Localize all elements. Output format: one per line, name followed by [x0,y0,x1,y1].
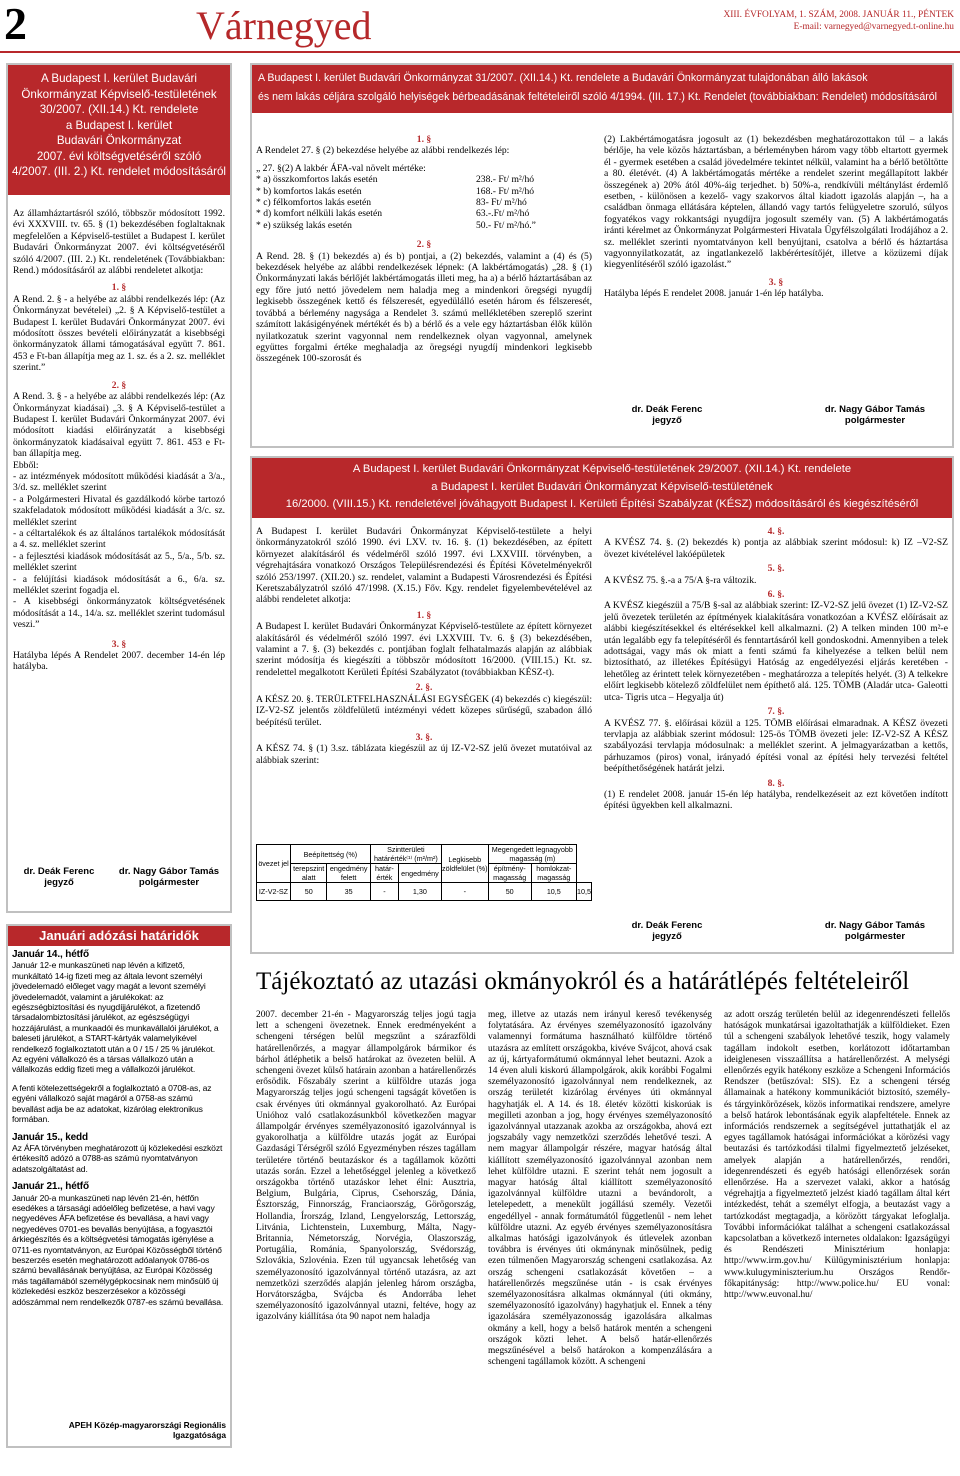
list-item: - a Polgármesteri Hivatal és gazdálkodó körbe tartozó szakfeladatok módosított működési kiadását a 3/c. sz. melléklet szerint [13,493,225,528]
section-1-heading: 1. § [111,282,127,294]
section-1-body: A Budapest I. kerület Budavári Önkormányzat Képviselő-testülete az épített környezet alakításáról és védelméről szóló 1997. évi LXXVIII. Tv. 6. § (3) bekezdésében, valamint a 7. §. (3) bekezdés c. pontjában foglalt felhatalmazás alapján az alábbiak szerint módosítja és kiegészíti a többször módosított 16/2000. (VIII.15.) Kt. sz. rendelettel megalkotott Kerületi Építési Szabályzatot (továbbiakban KÉSZ-t). [256,621,592,678]
jan21-body: Január 20-a munkaszüneti nap lévén 21-én, hétfőn esedékes a társasági adóelőleg befizetése, a havi vagy negyedéves ÁFA befizetése és bevallása, a havi vagy negyedéves 0701-es bevallás benyújtása, a fogyasztói árkiegészítés és a költségvetési támogatás igénylése a 0711-es nyomtatványon, az Európai Közösségből történő beszerzés esetén meghatározott adóalanyok 0786-os számú bevallásának benyújtása, az Európai Közösség más tagállamából személygépkocsinak nem minősülő új közlekedési eszköz beszerzésekor a közösségi adószámmal nem rendelkezők 0787-es számú bevallása. [12,1192,224,1307]
section-2-heading: 2. §. [415,682,433,694]
jan15-body: Az ÁFA törvényben meghatározott új közlekedési eszközt értékesítő adózó a 0788-as számú nyomtatványon adatszolgáltatást ad. [12,1142,223,1174]
table-subheader: engedmény [399,864,442,883]
rate-row: * e) szükség lakás esetén 50.- Ft/ m²/hó.” [256,219,536,231]
section-1-body: A Rendelet 27. § (2) bekezdése helyébe az alábbi rendelkezés lép: [256,145,510,157]
issue-line: XIII. ÉVFOLYAM, 1. SZÁM, 2008. JANUÁR 11., PÉNTEK [723,10,954,20]
table-header: Megengedett legnagyobb magasság (m) [488,845,576,864]
bottom-col-2: meg, illetve az utazás nem irányul kereső tevékenység folytatására. Az érvényes személyazonosító igazolvány valamennyi formátuma használható külföldre történő utazásra az említett országokba, kivéve Svájcot, ahová csak az új, kártyaformátumú okmánnyal lehet beutazni. Azok a 14 éven aluli kiskorú állampolgárok, akik korábbi Fogalmi személyazonosító igazolvánnyal nem rendelkeznek, az ország területét kizárólag érvényes úti okmánnyal hagyhatják el. A 14. és 18. életév közötti kiskorúak is megilleti azonban a jog, hogy érvényes személyazonosító igazolvánnyal utazzanak azokba az országokba, ahová ezt jogszabály vagy nemzetközi szerződés lehetővé teszi. A nem magyar állampolgár részére, magyar hatóság által kiállított személyazonosító igazolvánnyal azonban nem lehet külföldre utazni. E szerint tehát nem jogosult a magyar hatóság által kiállított személyazonosító igazolvánnyal külföldre utazni a bevándorolt, a letelepedett, a menekült jogállású személy. Vezetői engedéllyel - annak formátumától függetlenül - nem lehet külföldre utazni. Az egyéb érvényes személyazonosításra alkalmas hatósági igazolványok és útlevelek azonban továbbra is érvényes úti okmánynak minősülnek, pedig ezen túlmenően Magyarország schengeni csatlakozása. Az ország schengeni csatlakozását követően – a határellenőrzés megszűnése után - is csak érvényes személyazonosításra alkalmas okmánnyal (úti okmány, személyazonosító igazolvány) hagyhatjuk el. Ennek a tény igazolására személyazonosság igazolására alkalmas okmány a kell, hogy a belső határok mentén a schengeni országok közti lehet. A belső határ-ellenőrzés megszűnésével a belső határokon a kompenzálására a schengeni tagállamok között. A schengeni [488,1010,712,1368]
ebbol-label: Ebből: [13,459,39,471]
mid-article-col1 [256,526,592,766]
section-7-body: A KVÉSZ 77. §. előírásai közül a 125. TÖMB előírásai elmaradnak. A KÉSZ övezeti tervlapja az alábbiak szerint módosul: 125-ös TÖMB övezeti jele: IZ-V2-SZ A KÉSZ szabályozási tervlapja módosulnak: a melléklet szerint. A jelmagyarázatban a kettős, párhuzamos (piros) vonal, irányadó építési vonal az építési hely tervezési feltétel beépíthetőségének határát jelzi. [604,717,948,775]
tax-box-title: Januári adózási határidők [8,926,230,946]
top-article-col1 [256,134,592,365]
section-1-heading: 1. § [416,609,432,621]
zoning-table [256,844,592,901]
top-article-header: A Budapest I. kerület Budavári Önkormányzat 31/2007. (XII.14.) Kt. rendelete a Budavári Önkormányzat tulajdonában álló lakások és nem lakás céljára szolgáló helyiségek bérbeadásának feltételeiről szóló 4/1994. (III. 17.) Kt. Rendelet (továbbiakban: Rendelet) módosításáról [252,65,952,113]
jan14-body-2: A fenti kötelezettségekről a foglalkoztató a 0708-as, az egyéni vállalkozó saját magáról a 0758-as számú bevallást adja be az adatokat, kizárólag elektronikus formában. [12,1082,212,1125]
mid-article-col2 [604,526,948,812]
tax-box-signature: APEH Közép-magyarországi Regionális Igazgatósága [68,1420,226,1440]
left-article-body [13,208,225,673]
table-subheader: homlokzat-magasság [531,864,576,883]
table-subheader: építmény-magasság [488,864,531,883]
table-header: övezet jel [257,845,291,883]
table-subheader: terepszint alatt [291,864,327,883]
section-8-heading: 8. §. [767,777,785,789]
section-1-heading: 1. § [416,134,432,145]
section-6-heading: 6. §. [767,589,785,601]
page-number: 2 [4,0,27,49]
list-item: - a céltartalékok és az általános tartalékok módosítását a 4. sz. melléklet szerint [13,527,225,551]
jan21-heading: Január 21., hétfő [12,1181,89,1193]
section-3-heading: 3. § [111,638,127,650]
mid-article-header: A Budapest I. kerület Budavári Önkormányzat Képviselő-testületének 29/2007. (XII.14.) Kt. rendelete a Budapest I. kerület Budavári Önkormányzat Képviselő-testületének 16/2000. (VIII.15.) Kt. rendeletével jóváhagyott Budapest I. Kerületi Építési Szabályzat (KÉSZ) módosításáról és kiegészítéséről [252,458,952,518]
section-3-heading: 3. § [768,276,784,288]
tax-box-body [12,950,226,1307]
table-header: Szintterületi határérték⁽¹⁾ (m²/m²) [370,845,441,864]
section-2-body: A Rend. 28. § (1) bekezdés a) és b) pontjai, a (2) bekezdés, valamint a (4) és (5) bekezdések helyébe az alábbi rendelkezések lépnek: (A lakbértámogatás) „28. § (1) Önkormányzati lakás bérlőjét lakbértámogatás illeti meg, ha a) a bérlő háztartásában az egy főre jutó nettó jövedelem nem haladja meg a mindenkori öregségi nyugdíj legkisebb összegének kettő és félszeresét, egyedülálló esetén három és félszeresét, továbbá a bérlemény nagysága a Rendelet 3. számú mellékletében szereplő szerint számított lakásigényének mértékét és b) a bérlő és a vele egy háztartásban élők külön nyilatkozatuk szerint vagyonnal nem rendelkeznek olyan vagyonnal, amelynek együttes forgalmi értéke meghaladja az öregségi nyugdíj mindenkori legkisebb összegének 100-szorosát és [256,250,592,365]
section-8-body: (1) E rendelet 2008. január 15-én lép hatályba, rendelkezéseit az ezt követően indított építési ügyekben kell alkalmazni. [604,788,948,812]
masthead-title: Várnegyed [196,3,372,48]
top-signature-polgarmester: dr. Nagy Gábor Tamás polgármester [824,404,926,426]
list-item: - A kisebbségi önkormányzatok költségvetésének módosítását a 14., 14/a. sz. melléklet szerint tudomásul veszi.” [13,596,225,631]
list-item: - az intézmények módosított működési kiadását a 3/a., 3/d. sz. melléklet szerint [13,470,225,494]
rate-row: * d) komfort nélküli lakás esetén 63.-.Ft/ m²/hó [256,208,530,220]
section-3-body: A KÉSZ 74. § (1) 3.sz. táblázata kiegészül az új IZ-V2-SZ jelű övezet mutatóival az alábbiak szerint: [256,743,592,766]
left-signature-jegyzo: dr. Deák Ferenc jegyző [23,866,95,888]
list-item: - a felújítási kiadások módosítását a 6., 6/a. sz. melléklet szerint fogadja el. [13,573,225,596]
section-3-body: Hatályba lépés E rendelet 2008. január 1-én lép hatályba. [604,288,824,300]
section-2-heading: 2. § [111,379,127,391]
list-item: - a fejlesztési kiadások módosítását az 5., 5/a., 5/b. sz. melléklet szerint [13,550,225,574]
bottom-article-title: Tájékoztató az utazási okmányokról és a határátlépés feltételeiről [256,968,910,995]
section-5-body: A KVÉSZ 75. §.-a a 75/A §-ra változik. [604,574,757,586]
table-subheader: engedmény felett [327,864,370,883]
bottom-col-1: 2007. december 21-én - Magyarország teljes jogú tagja lett a schengeni övezetnek. Ennek eredményeként a schengeni térségen belül megszűnt a szárazföldi határellenőrzés, a magyar állampolgárok bármikor és bárhol átléphetik a belső határokat az övezeten belül. A schengeni övezet külső határain azonban a határellenőrzés erősödik. Főszabály szerint a külföldre utazás joga Magyarország teljes jogú schengeni tagságát követően is csak érvényes úti okmánnyal gyakorolható. Az Európai Unióhoz való csatlakozásunkból következően magyar állampolgár érvényes személyazonosító igazolvánnyal is gyakorolhatja a külföldre utazás jogát az Európai Gazdasági Térségről szóló Egyezményben részes tagállam területére történő beutazáskor és a tagállamok közötti utazás során. Ezzel a lehetőséggel jelenleg a következő országokba történő utazáskor lehet élni: Ausztria, Belgium, Bulgária, Ciprus, Csehország, Dánia, Észtország, Finnország, Franciaország, Görögország, Hollandia, Írország, Izland, Lengyelország, Lettország, Litvánia, Lichtenstein, Luxemburg, Málta, Nagy-Britannia, Németország, Norvégia, Olaszország, Portugália, Románia, Spanyolország, Svédország, Szlovákia, Szlovénia. Ezen túl ugyancsak lehetőség van személyazonosító igazolvánnyal történő utazásra, az azt nemzetközi szerződés alapján jelenleg három országba, Horvátországba, Svájcba és Andorrába lehet személyazonosító igazolvánnyal utazni, feltéve, hogy az igazolvány kiállítása óta 90 napot nem haladja [256,1010,476,1323]
top-article-col2 [604,134,948,300]
table-header: Legkisebb zöldfelület (%) [441,845,488,883]
jan14-heading: Január 14., hétfő [12,949,89,960]
intro: Az államháztartásról szóló, többször módosított 1992. évi XXXVIII. tv. 65. § (1) bekezdésében foglaltaknak megfelelően a Képviselő-testület a Budapest I. kerület Budavári Önkormányzat 2007. évi költségvetéséről szóló 4/2007. (III. 2.) Kt. rendeletének (Továbbiakban: Rend.) módosításáról az alábbi rendeletet alkotja: [13,208,225,277]
section-2-heading: 2. § [416,239,432,251]
section-1-body: A Rend. 2. § - a helyébe az alábbi rendelkezés lép: (Az Önkormányzat bevételei) „2. § A Képviselő-testület a Budapest I. kerület Budavári Önkormányzat 2007. évi módosított összes bevételi előirányzatát a kisebbségi önkormányzatok állami támogatásával együtt 7. 861. 453 e Ft-ban állapítja meg az 1. sz. és a 2. sz. melléklet szerint.” [13,293,225,374]
top-signature-jegyzo: dr. Deák Ferenc jegyző [631,404,703,426]
jan14-body: Január 12-e munkaszüneti nap lévén a kifizető, munkáltató 14-ig fizeti meg az általa levont személyi jövedelemadó előleget vagy magát a levont személyi jövedelemadót, valamint a járulékokat: az egészségbiztosítási és nyugdíjjárulékot, a fizetendő társadalombiztosítási járulékot, az egészségügyi hozzájárulást, a munkaadói és munkavállalói járulékot, a baleseti járulékot, a START-kártyák valamelyikével rendelkező foglalkoztatott után a 0 / 15 / 25 % járulékot. Az egyéni vállalkozó és a társas vállalkozó után a vállalkozás eddig fizeti meg a vállalkozói járulékot. [12,960,219,1075]
rate-row: * a) összkomfortos lakás esetén 238.- Ft/ m²/hó [256,174,535,186]
left-article-header: A Budapest I. kerület Budavári Önkormányzat Képviselő-testületének 30/2007. (XII.14.) Kt. rendelete a Budapest I. kerület Budavári Önkormányzat 2007. évi költségvetéséről szóló 4/2007. (III. 2.) Kt. rendelet módosításáról [8,65,230,195]
mid-signature-jegyzo: dr. Deák Ferenc jegyző [631,920,703,942]
rate-row: * c) félkomfortos lakás esetén 83- Ft/ m²/hó [256,197,527,209]
bottom-article [256,1010,954,1470]
masthead-rule [0,51,960,53]
section-5-heading: 5. §. [767,563,785,575]
table-header: Beépítettség (%) [291,845,371,864]
bottom-col-3: az adott ország területén belül az idegenrendészeti fellelős hatóságok munkatársai igazoltathatják a külföldieket. Ezen túl a schengeni szabályok lehetővé teszik, hogy valamely tagállam indokolt esetben, korlátozott időtartamban ideiglenesen visszaállítsa a határellenőrzést. A melységi ellenőrzés egyik hatékony eszköze a Schengeni Információs Rendszer (betűszóval: SIS). Ez a schengeni térség államainak a hatékony kommunikációt biztosító, személy- és tárgyinkörözések, közös informatikai rendszere, amelyre a belső határok lebontásának egyik alapfeltétele. Ennek az információs rendszernek a segítségével juttathatják el az egyes tagállamok hatóságai információkat a körözési vagy beutazási és tartózkodási tilalmi figyelmeztető jelzéseket, amelyek alapján a határellenőrzés, rendőri, idegenrendészeti és egyéb hatósági ellenőrzések során ellenőrzése. Ha a szervezet valaki, akkor a hatóság végrehajtja a figyelmeztető jelzést kiadó tagállam által kért intézkedést, tehát a személyt elfogja, a beutazást vagy a tartózkodást megtagadja, a körözött tárgyakat lefoglalja. További információkat találhat a schengeni csatlakozással kapcsolatban a következő internetes oldalakon: Igazságügyi és Rendészeti Minisztérium honlapja: http://www.irm.gov.hu/ Külügyminisztérium honlapja: www.kulugyminiszterium.hu Országos Rendőr-főkapitányság: http://www.police.hu/ EU vonal: http://www.euvonal.hu/ [724,1010,950,1301]
section-4-heading: 4. §. [767,526,785,537]
section-3-heading: 3. §. [415,731,433,743]
mid-signature-polgarmester: dr. Nagy Gábor Tamás polgármester [824,920,926,942]
section-2-body: A Rend. 3. § - a helyébe az alábbi rendelkezés lép: (Az Önkormányzat kiadásai) „3. § A Képviselő-testület a Budapest I. kerület Budavári Önkormányzat 2007. évi módosított kiadási előirányzatát a kisebbségi önkormányzatok kiadásaival együtt 7. 861. 453 e Ft-ban állapítja meg. [13,391,225,460]
section-6-body: A KVÉSZ kiegészül a 75/B §-sal az alábbiak szerint: IZ-V2-SZ jelű övezet (1) IZ-V2-SZ jelű övezetek területén az építmények kialakítására vonatkozóan a KVÉSZ előírásait az alábbi kiegészítésekkel és eltérésekkel kell alkalmazni. (2) A telken minden 100 m²-e után legalább egy fa telepítéséről és fenntartásáról kell gondoskodni. Amennyiben a telek adottságai, vagy más ok miatt a fenti számú fa kihelyezése a telken belül nem biztosítható, az illetékes Építésügyi Hatóság az engedélyezési eljárás keretében - lehetőleg az érintett telek környezetében - meghatározza a telepítés helyét. (3) A telkekre előírt legkisebb kötelező zöldfelület nem építhető alá. 125. TÖMB (Aladár utca- Galeotti utca- Tigris utca – Hegyalja út) [604,600,948,703]
section-7-heading: 7. §. [767,706,785,718]
section-3-body: Hatályba lépés A Rendelet 2007. december 14-én lép hatályba. [13,650,225,673]
rates-intro: „ 27. §(2) A lakbér ÁFA-val növelt mértéke: [256,162,426,174]
section-4-body: A KVÉSZ 74. §. (2) bekezdés k) pontja az alábbiak szerint módosul: k) IZ –V2-SZ övezet kivételével lakóépületek [604,537,948,560]
email-line: E-mail: varnegyed@varnegyed.t-online.hu [793,22,954,32]
section-2-body: A KÉSZ 20. §. TERÜLETFELHASZNÁLÁSI EGYSÉGEK (4) bekezdés c) kiegészül: IZ-V2-SZ jelentős zöldfelületű intézményi védett közepes sűrűségű, szabadon álló beépítésű terület. [256,693,592,728]
section-2-continued: (2) Lakbértámogatásra jogosult az (1) bekezdésben meghatározottakon túl – a lakás bérlője, ha vele közös háztartásban, a bérleményben három vagy több eltartott gyermek él - gyermek esetében a család jövedelmére tekintet nélkül, valamint ha a bérlő betöltötte a 80. életévét. (4) A lakbértámogatás mértéke a rendelet szerint megállapított lakbér összegének a) 20% ától 40%-áig terjedhet. b) 50%-a, rendkívüli méltánylást érdemlő esetben, - különösen a kezelő- vagy szakorvos által kiadott igazolás alapján –, ha a családban önmaga ellátására képtelen, állandó vagy tartós felügyeletre szoruló, súlyos fogyatékos vagy rokkantsági nyugdíjra jogosult személy van. (5) A lakbértámogatás iránti kérelmet az Önkormányzat Polgármesteri Hivatala Ügyfélszolgálati Irodájához a 2. sz. melléklet szerinti nyomtatványon kell benyújtani, csatolva a bérlő és háztartása vagyonnyilatkozatát, az ingatlankezelő lakbérértesítőjét, illetve a közüzemi díjak kiegyenlítéséről szóló igazolást.” [604,134,948,271]
table-subheader: határ-érték [370,864,398,883]
rate-row: * b) komfortos lakás esetén 168.- Ft/ m²/hó [256,185,535,197]
left-signature-polgarmester: dr. Nagy Gábor Tamás polgármester [118,866,220,888]
table-row: IZ-V2-SZ 50 35 - 1,30 - 50 10,5 10,5 [257,883,592,901]
jan15-heading: Január 15., kedd [12,1131,88,1143]
intro: A Budapest I. kerület Budavári Önkormányzat Képviselő-testülete a helyi önkormányzatokról szóló 1990. évi LXV. tv. 16. §. (1) bekezdésében, az épített környezet alakításáról és védelméről szóló 1997. évi LXXVIII. törvényben, a végrehajtására vonatkozó Országos Településrendezési és Építési Követelményekről szóló 253/1997. (XII.20.) sz. rendelet, valamint a Budapesti Városrendezési és Építési Keretszabályzatról szóló 47/1998. (X.15.) Főv. Kgy. rendelet figyelembevételével az alábbi rendeletet alkotja: [256,526,592,606]
